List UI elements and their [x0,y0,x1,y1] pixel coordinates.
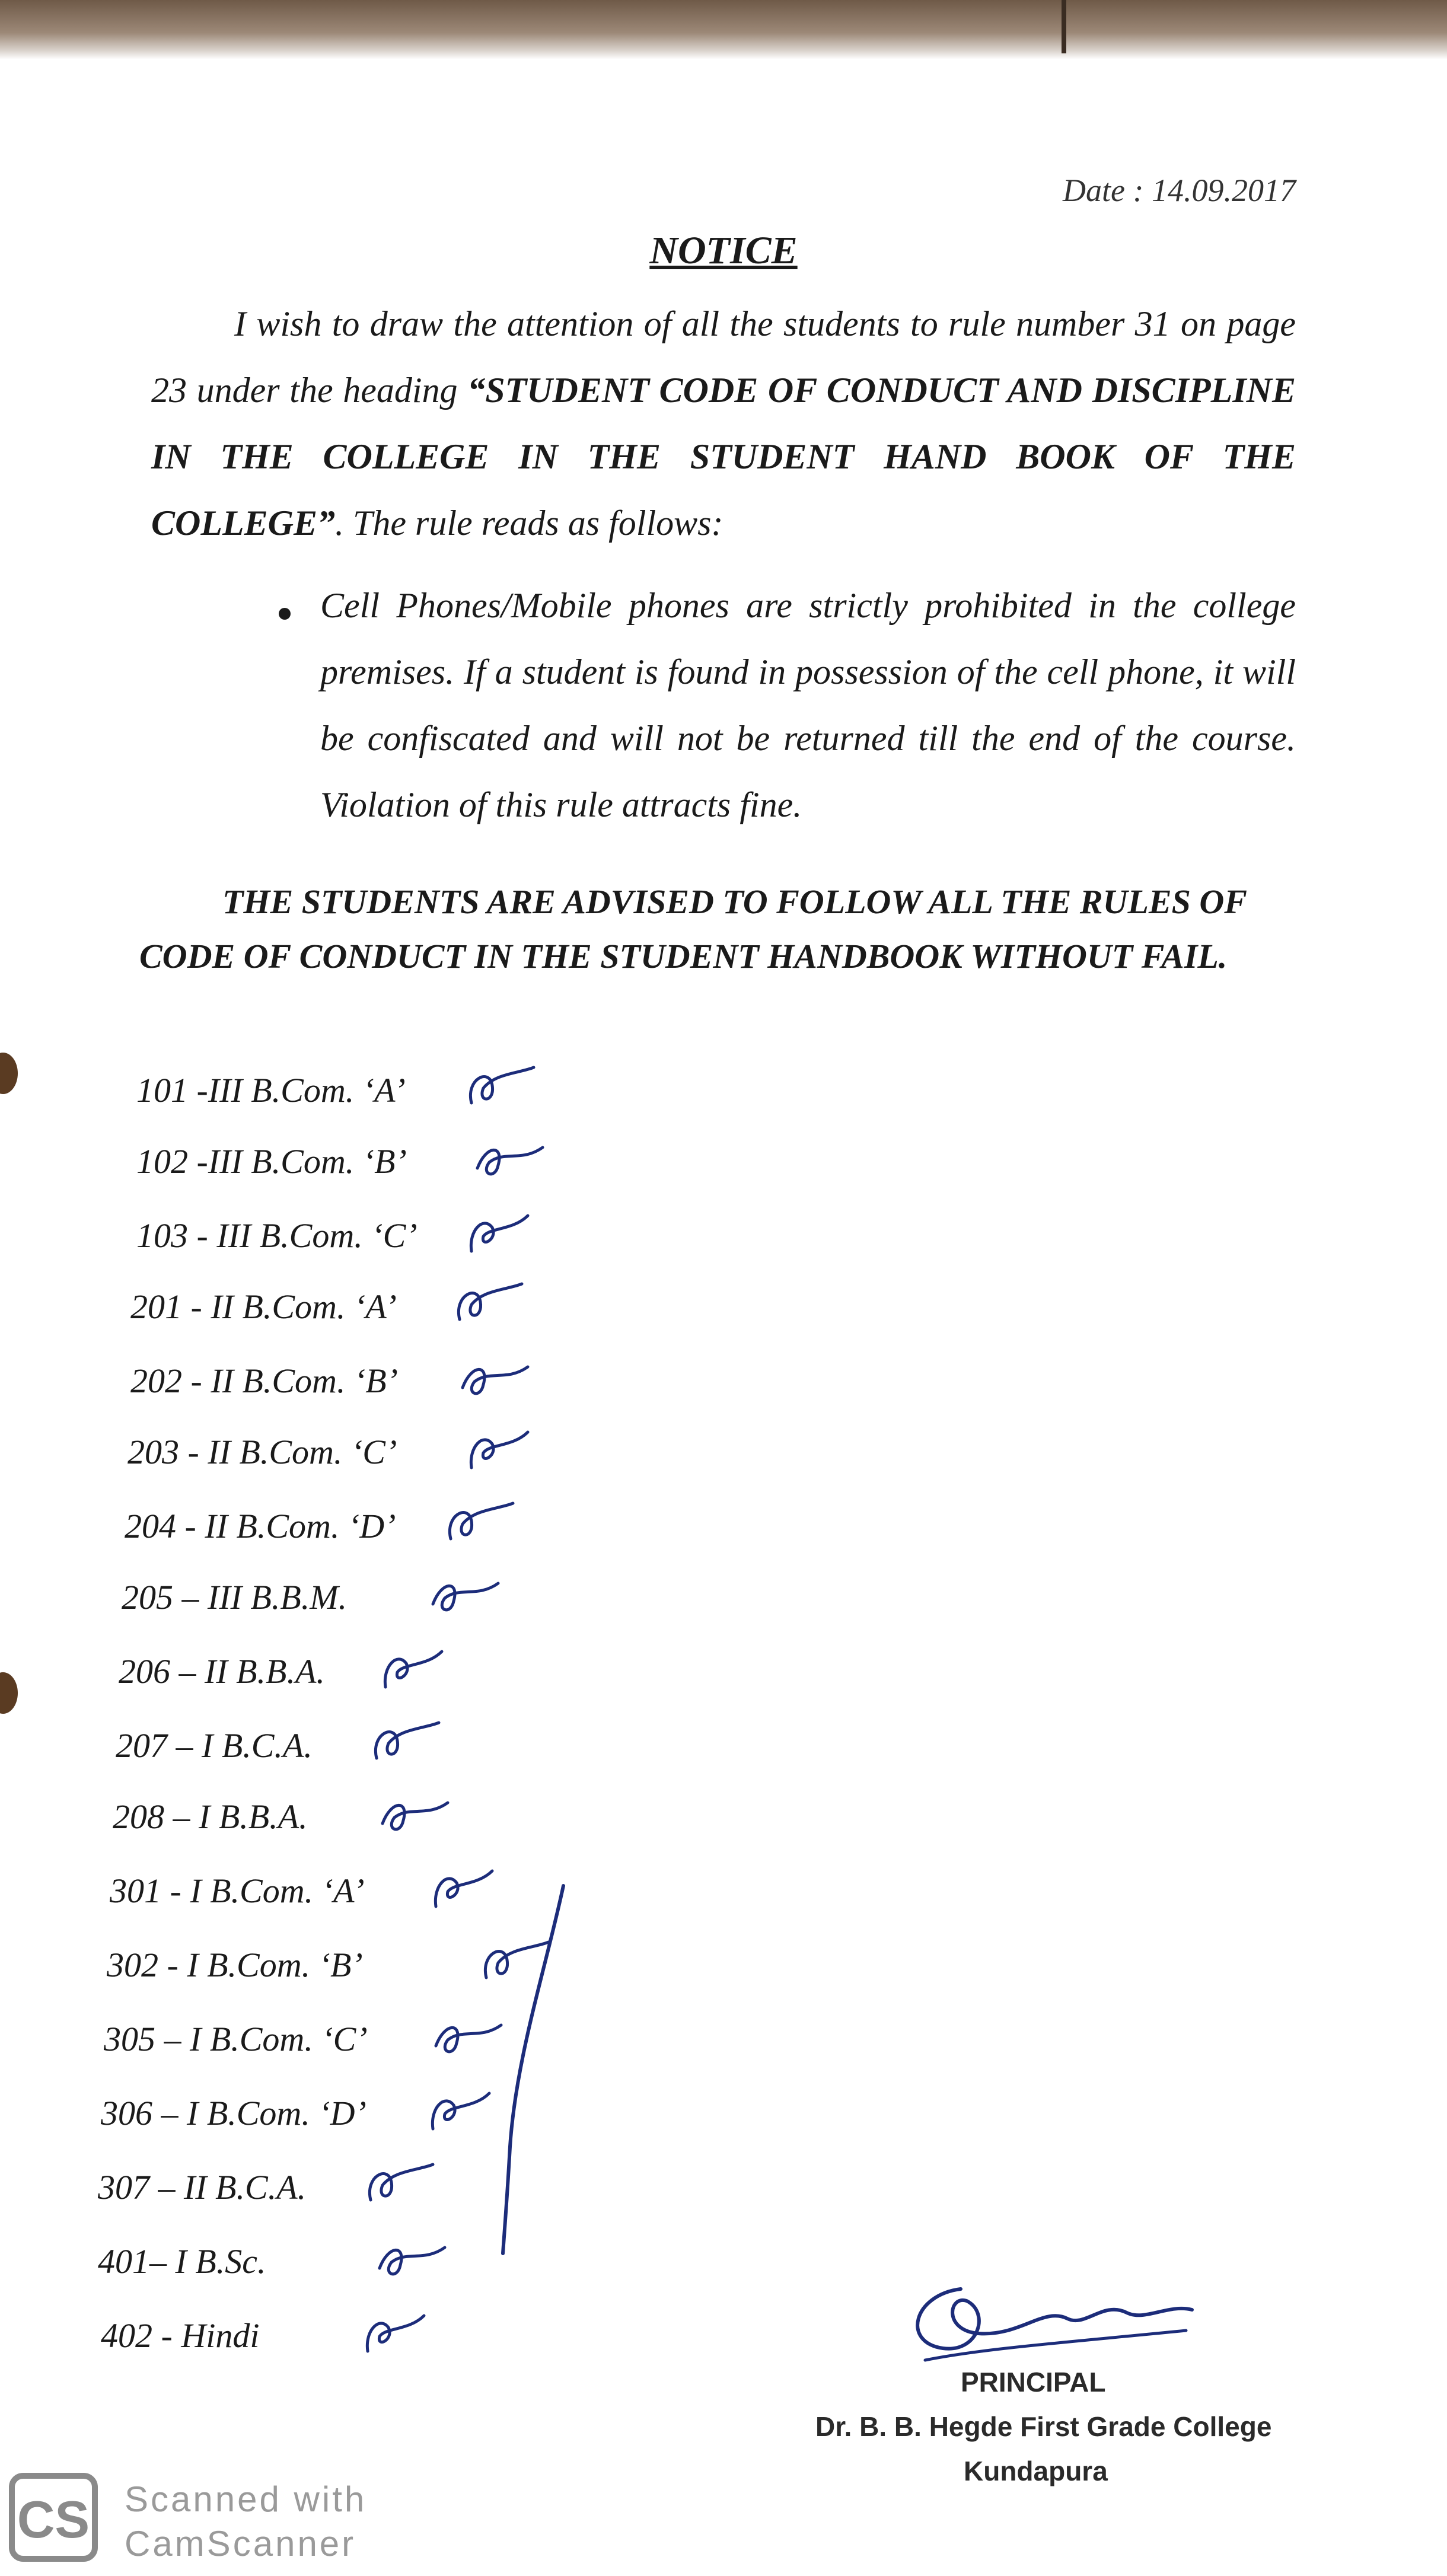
class-list-item: 206 – II B.B.A. [119,1652,325,1691]
principal-stamp [807,2277,1281,2502]
class-list-item: 204 - II B.Com. ‘D’ [125,1507,396,1545]
signature-mark [353,2307,430,2360]
advice-statement [139,875,1266,984]
signature-mark [448,1278,525,1331]
scan-top-edge [0,0,1447,59]
class-list-item: 302 - I B.Com. ‘B’ [107,1946,363,1984]
camscanner-watermark [9,2473,388,2568]
signature-mark [439,1497,516,1551]
punch-hole [0,1672,18,1714]
class-list-item: 301 - I B.Com. ‘A’ [110,1872,365,1910]
stamp-college: Dr. B. B. Hegde First Grade College [815,2411,1272,2442]
class-list-item: 207 – I B.C.A. [116,1726,313,1765]
paragraph-outro: . The rule reads as follows: [335,503,724,543]
class-list-item: 205 – III B.B.M. [122,1578,348,1617]
signature-mark [374,1788,451,1841]
signature-mark [371,2233,448,2286]
class-list-item: 401– I B.Sc. [98,2242,266,2281]
signature-mark [457,1207,534,1260]
signature-mark [460,1061,537,1115]
signature-mark [468,1133,546,1186]
class-list-item: 306 – I B.Com. ‘D’ [101,2094,366,2132]
watermark-line2: CamScanner [125,2524,356,2564]
long-tick-mark [492,1880,575,2259]
signature-mark [421,1862,498,1915]
signature-mark [457,1423,534,1477]
bullet-icon [279,608,291,620]
rule-bullet [270,572,1296,838]
rule-text: Cell Phones/Mobile phones are strictly prohibited in the college premises. If a student is found in possession of the cell phone, it will be confiscated and will not be returned till the end of the course. Violation of this rule attracts fine. [320,586,1296,824]
notice-paragraph [151,291,1296,556]
camscanner-logo-icon: CS [9,2473,98,2562]
advice-text: THE STUDENTS ARE ADVISED TO FOLLOW ALL THE RULES OF CODE OF CONDUCT IN THE STUDENT HANDBOOK WITHOUT FAIL. [139,882,1247,975]
stamp-designation: PRINCIPAL [961,2367,1106,2398]
class-list-item: 202 - II B.Com. ‘B’ [130,1362,399,1400]
notice-title: NOTICE [649,229,798,272]
class-list-item: 305 – I B.Com. ‘C’ [104,2020,368,2058]
class-list-item: 402 - Hindi [101,2316,260,2355]
signature-mark [454,1352,531,1405]
signature-mark [359,2159,436,2212]
class-list-item: 102 -III B.Com. ‘B’ [136,1142,407,1181]
class-list-item: 307 – II B.C.A. [98,2168,307,2207]
signature-mark [365,1717,442,1770]
class-list-item: 201 - II B.Com. ‘A’ [130,1287,397,1326]
stamp-place: Kundapura [964,2456,1108,2486]
principal-signature [890,2277,1198,2366]
signature-mark [424,1568,501,1622]
signature-mark [371,1643,448,1696]
class-list-item: 103 - III B.Com. ‘C’ [136,1216,417,1255]
paragraph-heading: “STUDENT CODE OF CONDUCT AND DISCIPLINE IN THE COLLEGE IN THE STUDENT HAND BOOK OF THE COLLEGE” [151,371,1296,543]
watermark-line1: Scanned with [125,2479,367,2519]
notice-date: Date : 14.09.2017 [1063,173,1296,208]
signature-mark [418,2084,495,2138]
paragraph-intro: I wish to draw the attention of all the students to rule number 31 on page 23 under the heading [151,304,1296,410]
punch-hole [0,1053,18,1094]
class-list-item: 208 – I B.B.A. [113,1797,308,1836]
class-list-item: 203 - II B.Com. ‘C’ [128,1433,397,1471]
class-list-item: 101 -III B.Com. ‘A’ [136,1071,406,1110]
